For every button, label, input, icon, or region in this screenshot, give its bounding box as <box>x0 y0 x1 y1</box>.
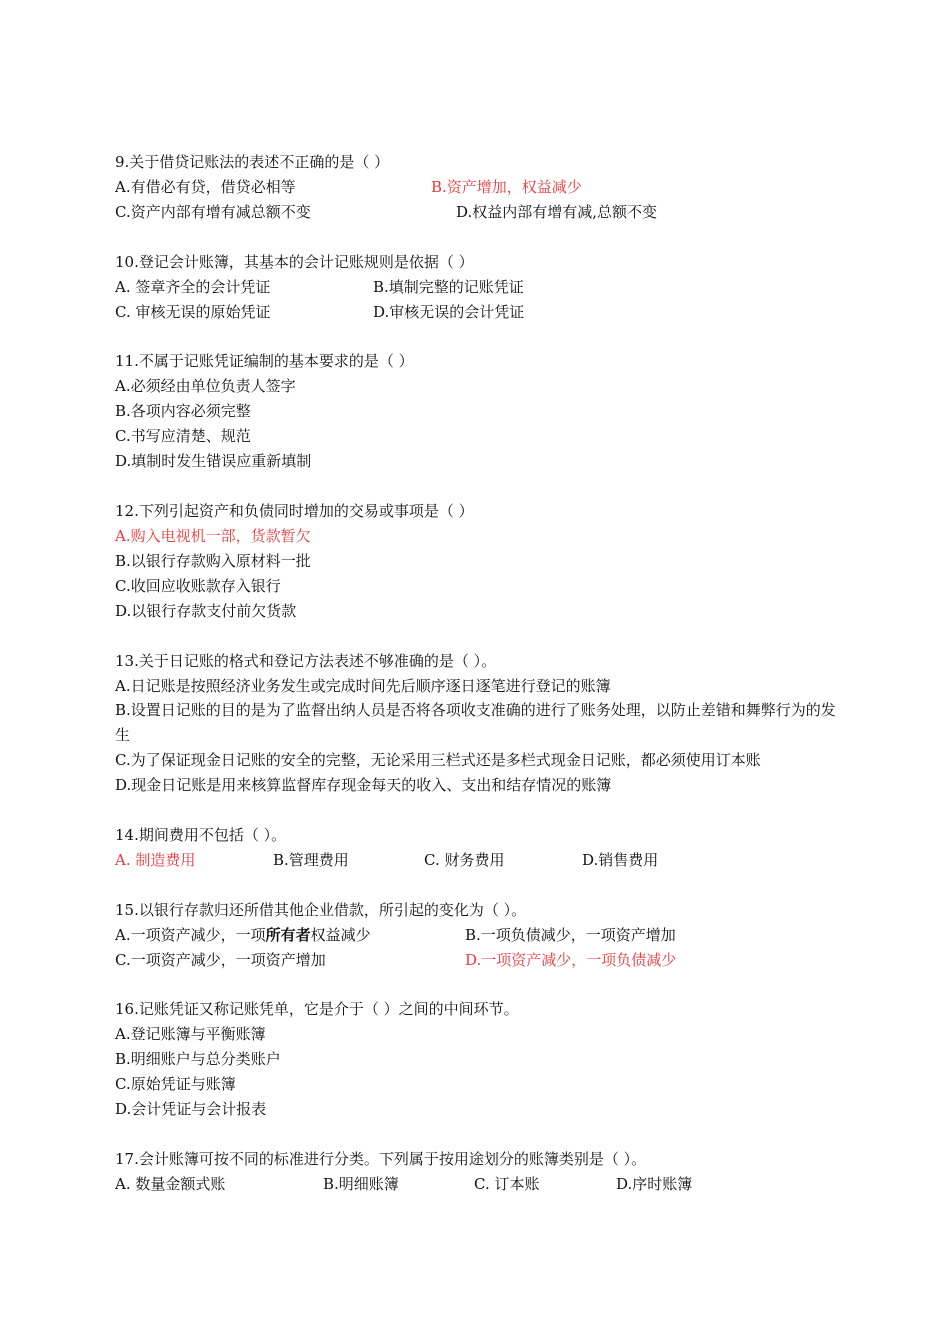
question-14-option-d: D.销售费用 <box>582 851 659 869</box>
question-13-stem: 13.关于日记账的格式和登记方法表述不够准确的是（ ）。 <box>115 652 497 670</box>
question-9-option-b-answer: B.资产增加，权益减少 <box>431 178 582 196</box>
question-17-stem: 17.会计账簿可按不同的标准进行分类。下列属于按用途划分的账簿类别是（ ）。 <box>115 1150 647 1168</box>
question-11-option-a: A.必须经由单位负责人签字 <box>115 377 296 395</box>
question-13-option-a: A.日记账是按照经济业务发生或完成时间先后顺序逐日逐笔进行登记的账簿 <box>115 677 611 695</box>
question-12-option-d: D.以银行存款支付前欠货款 <box>115 602 297 620</box>
question-9-option-a: A.有借必有贷，借贷必相等 <box>115 178 296 196</box>
question-13-option-d: D.现金日记账是用来核算监督库存现金每天的收入、支出和结存情况的账簿 <box>115 776 612 794</box>
question-15-option-c: C.一项资产减少，一项资产增加 <box>115 951 326 969</box>
question-10-option-a: A. 签章齐全的会计凭证 <box>115 278 271 296</box>
question-17-option-d: D.序时账簿 <box>616 1175 693 1193</box>
question-14-option-a-answer: A. 制造费用 <box>115 851 196 869</box>
question-12-option-c: C.收回应收账款存入银行 <box>115 577 281 595</box>
question-15-option-b: B.一项负债减少，一项资产增加 <box>465 926 676 944</box>
question-15-option-a <box>115 925 371 945</box>
question-9-option-c: C.资产内部有增有减总额不变 <box>115 203 311 221</box>
question-13-option-c: C.为了保证现金日记账的安全的完整，无论采用三栏式还是多栏式现金日记账，都必须使用订本账 <box>115 751 761 769</box>
question-15-option-d-answer: D.一项资产减少，一项负债减少 <box>465 951 677 969</box>
question-9-option-d: D.权益内部有增有减,总额不变 <box>456 203 658 221</box>
question-16-option-d: D.会计凭证与会计报表 <box>115 1100 267 1118</box>
question-11-option-b: B.各项内容必须完整 <box>115 402 251 420</box>
question-14-option-b: B.管理费用 <box>273 851 349 869</box>
question-15-option-a-prefix: A.一项资产减少，一项 <box>115 926 266 944</box>
question-15-stem: 15.以银行存款归还所借其他企业借款，所引起的变化为（ ）。 <box>115 901 527 919</box>
question-12-option-a-answer: A.购入电视机一部，货款暂欠 <box>115 527 311 545</box>
question-13-option-b: B.设置日记账的目的是为了监督出纳人员是否将各项收支准确的进行了账务处理，以防止差错和舞弊行为的发生 <box>115 701 836 744</box>
question-15-option-a-bold-word: 所有者 <box>265 926 311 944</box>
question-17-option-a: A. 数量金额式账 <box>115 1175 226 1193</box>
question-14-stem: 14.期间费用不包括（ ）。 <box>115 826 287 844</box>
question-16-option-b: B.明细账户与总分类账户 <box>115 1050 281 1068</box>
question-10-option-d: D.审核无误的会计凭证 <box>373 303 525 321</box>
question-16-stem: 16.记账凭证又称记账凭单，它是介于（ ）之间的中间环节。 <box>115 1000 519 1018</box>
question-15-option-a-suffix: 权益减少 <box>310 926 371 944</box>
question-14-option-c: C. 财务费用 <box>424 851 505 869</box>
question-10-stem: 10.登记会计账簿，其基本的会计记账规则是依据（ ） <box>115 253 474 271</box>
question-17-option-b: B.明细账簿 <box>323 1175 399 1193</box>
question-12-stem: 12.下列引起资产和负债同时增加的交易或事项是（ ） <box>115 502 474 520</box>
question-10-option-c: C. 审核无误的原始凭证 <box>115 303 271 321</box>
question-16-option-c: C.原始凭证与账簿 <box>115 1075 236 1093</box>
question-11-option-c: C.书写应清楚、规范 <box>115 427 251 445</box>
question-12-option-b: B.以银行存款购入原材料一批 <box>115 552 311 570</box>
question-10-option-b: B.填制完整的记账凭证 <box>373 278 524 296</box>
question-17-option-c: C. 订本账 <box>474 1175 540 1193</box>
question-11-option-d: D.填制时发生错误应重新填制 <box>115 452 312 470</box>
question-11-stem: 11.不属于记账凭证编制的基本要求的是（ ） <box>115 352 414 370</box>
question-16-option-a: A.登记账簿与平衡账簿 <box>115 1025 266 1043</box>
question-9-stem: 9.关于借贷记账法的表述不正确的是（ ） <box>115 153 390 171</box>
